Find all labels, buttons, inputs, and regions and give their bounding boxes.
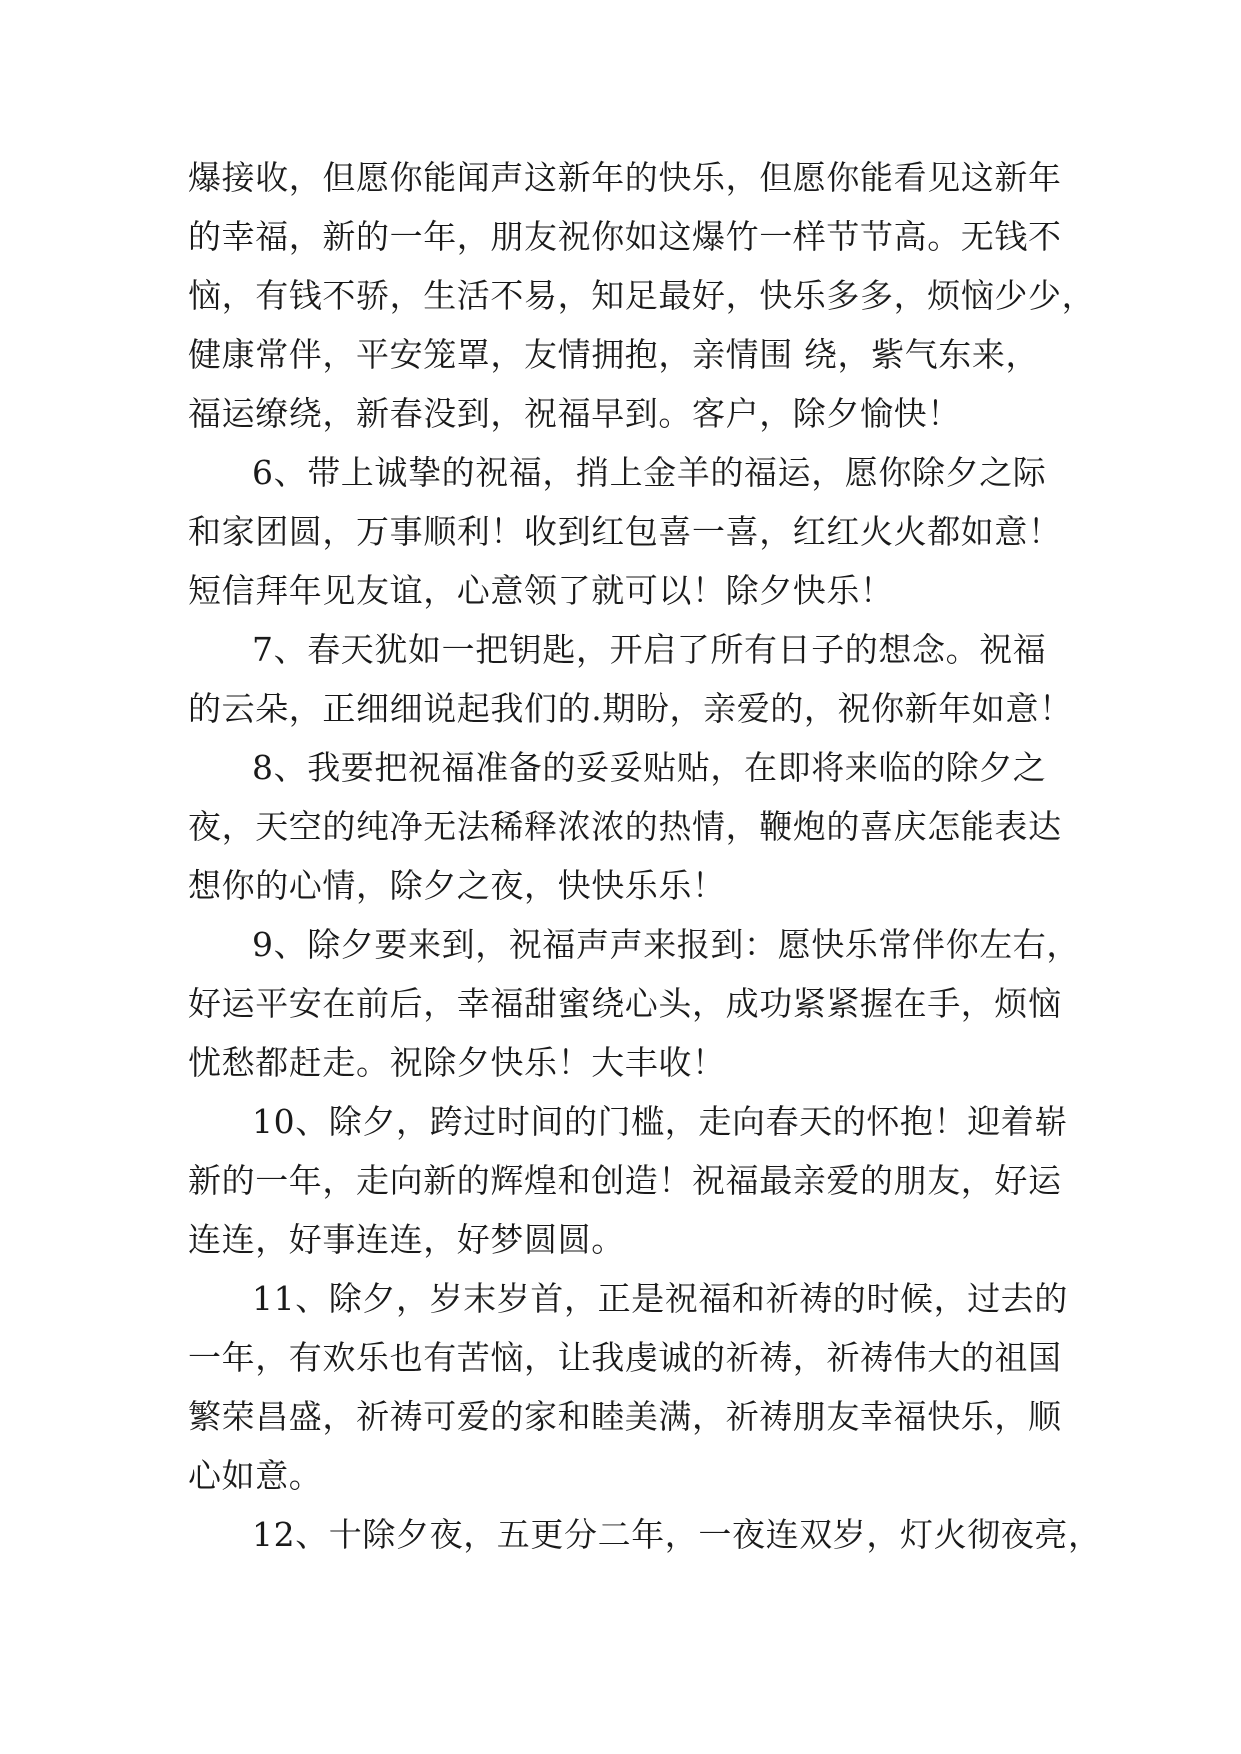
text-line: 的云朵，正细细说起我们的.期盼，亲爱的，祝你新年如意！: [188, 689, 1073, 728]
paragraph-start-line: 12、十除夕夜，五更分二年，一夜连双岁，灯火彻夜亮，: [252, 1515, 1102, 1554]
text-line: 新的一年，走向新的辉煌和创造！祝福最亲爱的朋友，好运: [188, 1161, 1062, 1200]
text-line: 连连，好事连连，好梦圆圆。: [188, 1220, 625, 1259]
text-line: 繁荣昌盛，祈祷可爱的家和睦美满，祈祷朋友幸福快乐，顺: [188, 1397, 1062, 1436]
text-line: 福运缭绕，新春没到，祝福早到。客户，除夕愉快！: [188, 394, 961, 433]
text-line: 短信拜年见友谊，心意领了就可以！除夕快乐！: [188, 571, 894, 610]
document-body: [188, 148, 1102, 1564]
text-line: 的幸福，新的一年，朋友祝你如这爆竹一样节节高。无钱不: [188, 217, 1062, 256]
text-line: 好运平安在前后，幸福甜蜜绕心头，成功紧紧握在手，烦恼: [188, 984, 1062, 1023]
text-line: 想你的心情，除夕之夜，快快乐乐！: [188, 866, 726, 905]
paragraph-start-line: 6、带上诚挚的祝福，捎上金羊的福运，愿你除夕之际: [252, 453, 1047, 492]
text-line: 心如意。: [188, 1456, 323, 1495]
text-line: 夜，天空的纯净无法稀释浓浓的热情，鞭炮的喜庆怎能表达: [188, 807, 1062, 846]
text-line: 一年，有欢乐也有苦恼，让我虔诚的祈祷，祈祷伟大的祖国: [188, 1338, 1062, 1377]
paragraph-start-line: 9、除夕要来到，祝福声声来报到：愿快乐常伴你左右，: [252, 925, 1080, 964]
text-line: 健康常伴，平安笼罩，友情拥抱，亲情围 绕，紫气东来，: [188, 335, 1040, 374]
paragraph-start-line: 7、春天犹如一把钥匙，开启了所有日子的想念。祝福: [252, 630, 1047, 669]
text-line: 恼，有钱不骄，生活不易，知足最好，快乐多多，烦恼少少，: [188, 276, 1096, 315]
paragraph-start-line: 10、除夕，跨过时间的门槛，走向春天的怀抱！迎着崭: [252, 1102, 1068, 1141]
text-line: 爆接收，但愿你能闻声这新年的快乐，但愿你能看见这新年: [188, 158, 1062, 197]
paragraph-start-line: 8、我要把祝福准备的妥妥贴贴，在即将来临的除夕之: [252, 748, 1047, 787]
paragraph-start-line: 11、除夕，岁末岁首，正是祝福和祈祷的时候，过去的: [252, 1279, 1068, 1318]
text-line: 和家团圆，万事顺利！收到红包喜一喜，红红火火都如意！: [188, 512, 1062, 551]
text-line: 忧愁都赶走。祝除夕快乐！大丰收！: [188, 1043, 726, 1082]
